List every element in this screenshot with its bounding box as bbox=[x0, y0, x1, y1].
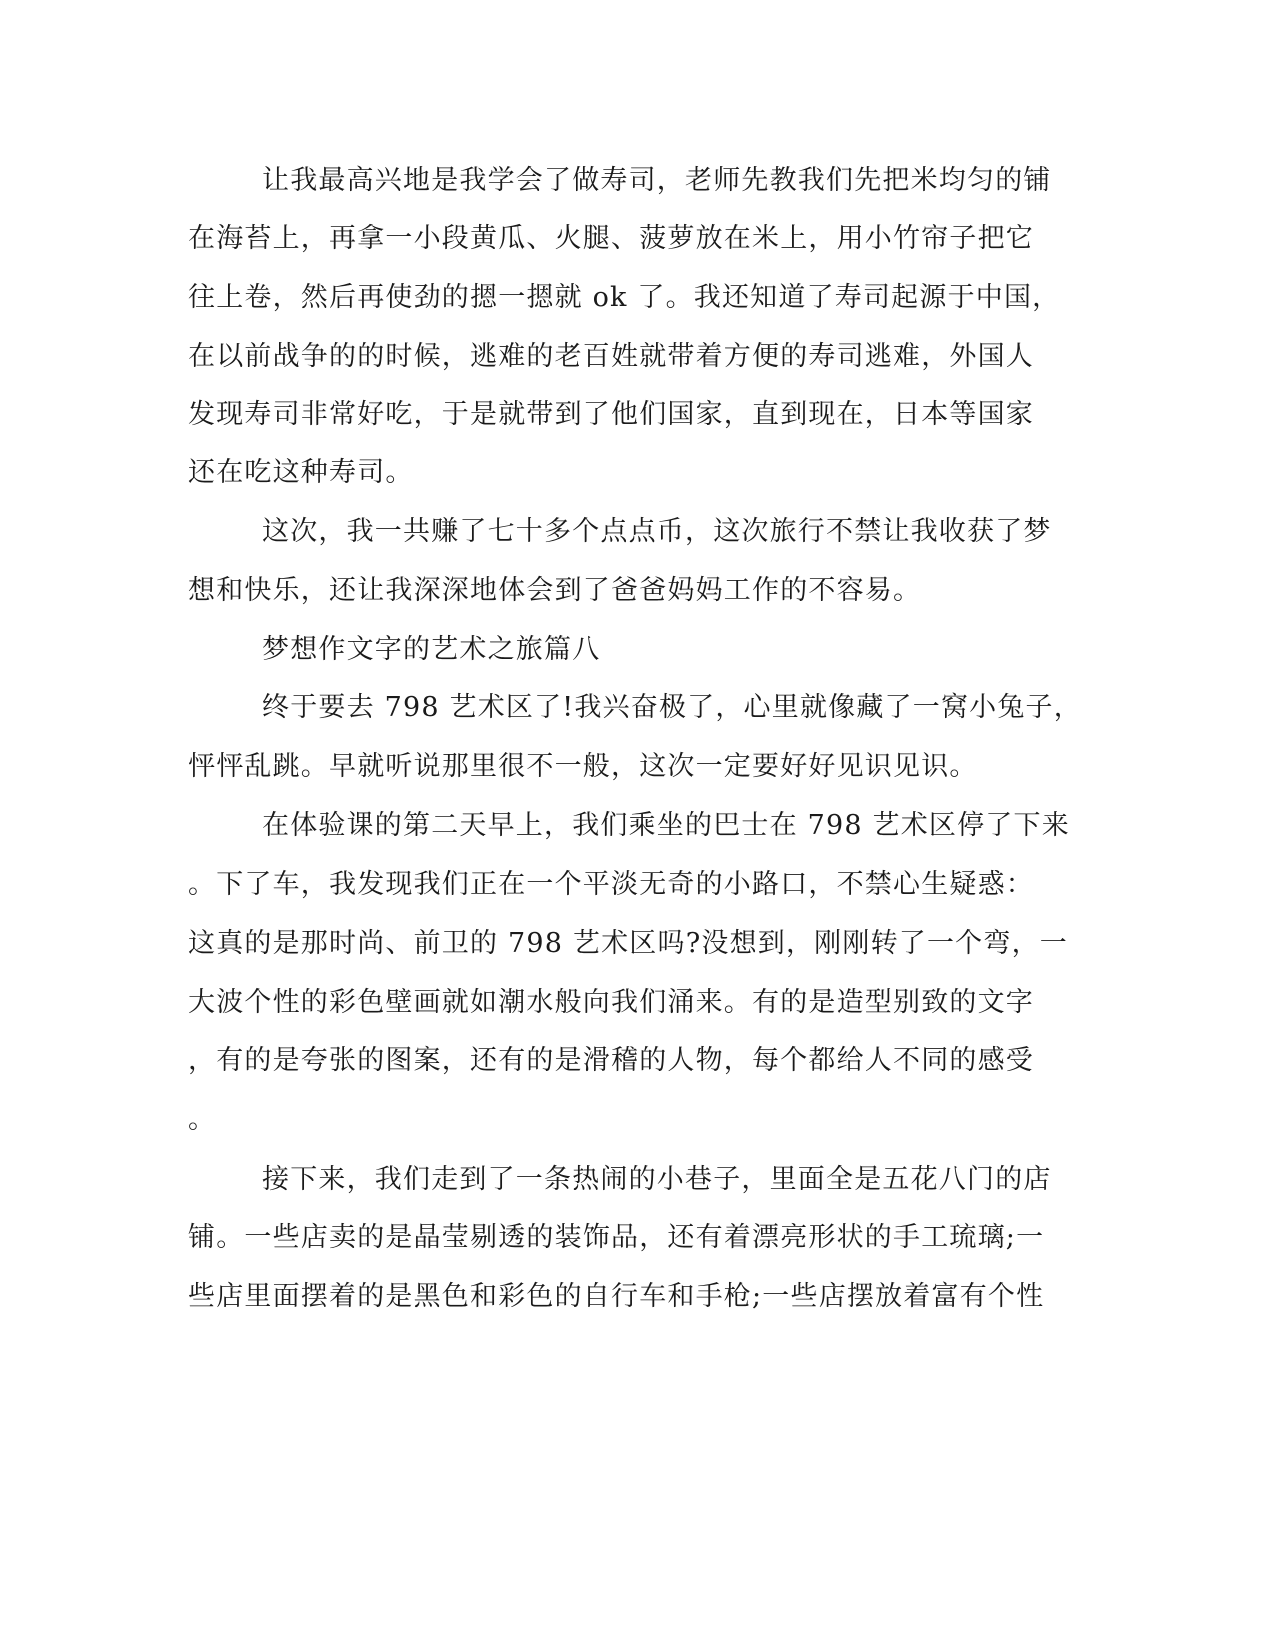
paragraph-5-line-1: 接下来，我们走到了一条热闹的小巷子，里面全是五花八门的店 bbox=[262, 1164, 1052, 1195]
paragraph-4-line-6: 。 bbox=[188, 1104, 217, 1135]
paragraph-1-line-5: 发现寿司非常好吃，于是就带到了他们国家，直到现在，日本等国家 bbox=[188, 399, 1034, 430]
paragraph-4-line-3: 这真的是那时尚、前卫的 798 艺术区吗?没想到，刚刚转了一个弯，一 bbox=[188, 928, 1068, 959]
paragraph-2-line-1: 这次，我一共赚了七十多个点点币，这次旅行不禁让我收获了梦 bbox=[262, 516, 1052, 547]
paragraph-1-line-3: 往上卷，然后再使劲的摁一摁就 ok 了。我还知道了寿司起源于中国， bbox=[188, 282, 1061, 313]
paragraph-1-line-6: 还在吃这种寿司。 bbox=[188, 457, 414, 488]
paragraph-4-line-1: 在体验课的第二天早上，我们乘坐的巴士在 798 艺术区停了下来 bbox=[262, 810, 1070, 841]
paragraph-3-line-2: 怦怦乱跳。早就听说那里很不一般，这次一定要好好见识见识。 bbox=[188, 751, 978, 782]
paragraph-5-line-3: 些店里面摆着的是黑色和彩色的自行车和手枪;一些店摆放着富有个性 bbox=[188, 1281, 1045, 1312]
paragraph-1-line-2: 在海苔上，再拿一小段黄瓜、火腿、菠萝放在米上，用小竹帘子把它 bbox=[188, 223, 1034, 254]
paragraph-4-line-5: ，有的是夸张的图案，还有的是滑稽的人物，每个都给人不同的感受 bbox=[188, 1045, 1034, 1076]
paragraph-4-line-2: 。下了车，我发现我们正在一个平淡无奇的小路口，不禁心生疑惑： bbox=[188, 869, 1034, 900]
paragraph-3-line-1: 终于要去 798 艺术区了!我兴奋极了，心里就像藏了一窝小兔子， bbox=[262, 692, 1082, 723]
paragraph-2-line-2: 想和快乐，还让我深深地体会到了爸爸妈妈工作的不容易。 bbox=[188, 575, 922, 606]
paragraph-1-line-1: 让我最高兴地是我学会了做寿司，老师先教我们先把米均匀的铺 bbox=[262, 165, 1052, 196]
paragraph-4-line-4: 大波个性的彩色壁画就如潮水般向我们涌来。有的是造型别致的文字 bbox=[188, 987, 1034, 1018]
paragraph-5-line-2: 铺。一些店卖的是晶莹剔透的装饰品，还有着漂亮形状的手工琉璃;一 bbox=[188, 1222, 1045, 1253]
paragraph-1-line-4: 在以前战争的的时候，逃难的老百姓就带着方便的寿司逃难，外国人 bbox=[188, 341, 1034, 372]
section-heading: 梦想作文字的艺术之旅篇八 bbox=[262, 634, 601, 665]
